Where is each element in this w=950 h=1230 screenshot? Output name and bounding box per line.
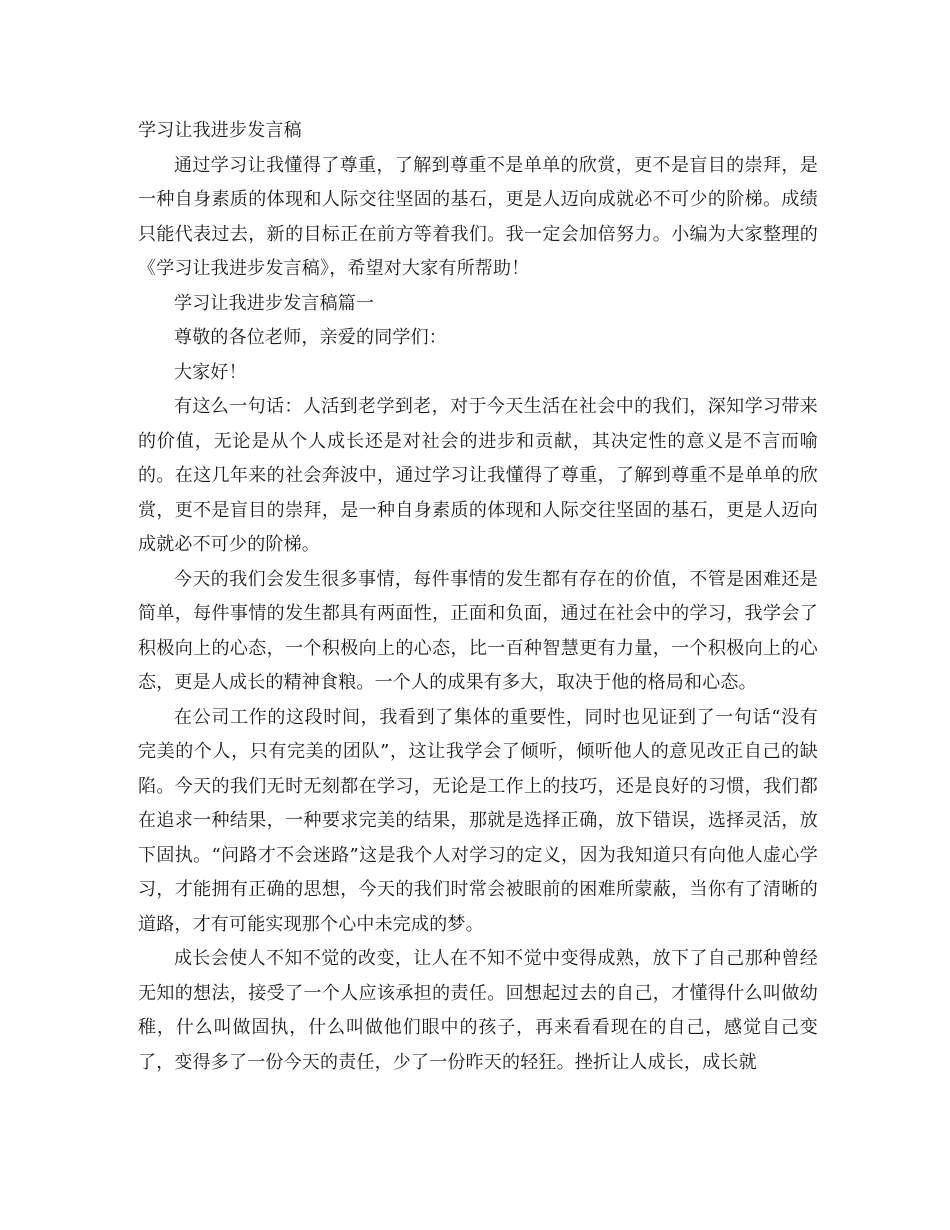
body-paragraph: 有这么一句话：人活到老学到老，对于今天生活在社会中的我们，深知学习带来的价值，无论是从个人成长还是对社会的进步和贡献，其决定性的意义是不言而喻的。在这几年来的社会奔波中，通过学习让我懂得了尊重，了解到尊重不是单单的欣赏，更不是盲目的崇拜，是一种自身素质的体现和人际交往坚固的基石，更是人迈向成就必不可少的阶梯。: [138, 396, 818, 555]
section-heading: 学习让我进步发言稿篇一: [174, 292, 375, 314]
body-paragraph: 今天的我们会发生很多事情，每件事情的发生都有存在的价值，不管是困难还是简单，每件事情的发生都具有两面性，正面和负面，通过在社会中的学习，我学会了积极向上的心态，一个积极向上的心态，比一百种智慧更有力量，一个积极向上的心态，更是人成长的精神食粮。一个人的成果有多大，取决于他的格局和心态。: [138, 568, 818, 693]
document-title: 学习让我进步发言稿: [138, 120, 302, 141]
greeting: 大家好！: [174, 361, 247, 383]
document-page: [138, 114, 818, 1080]
intro-paragraph: 通过学习让我懂得了尊重，了解到尊重不是单单的欣赏，更不是盲目的崇拜，是一种自身素质的体现和人际交往坚固的基石，更是人迈向成就必不可少的阶梯。成绩只能代表过去，新的目标正在前方等着我们。我一定会加倍努力。小编为大家整理的《学习让我进步发言稿》，希望对大家有所帮助！: [138, 154, 818, 279]
body-paragraph: 在公司工作的这段时间，我看到了集体的重要性，同时也见证到了一句话“没有完美的个人，只有完美的团队”，这让我学会了倾听，倾听他人的意见改正自己的缺陷。今天的我们无时无刻都在学习，无论是工作上的技巧，还是良好的习惯，我们都在追求一种结果，一种要求完美的结果，那就是选择正确，放下错误，选择灵活，放下固执。“问路才不会迷路”这是我个人对学习的定义，因为我知道只有向他人虚心学习，才能拥有正确的思想，今天的我们时常会被眼前的困难所蒙蔽，当你有了清晰的道路，才有可能实现那个心中未完成的梦。: [138, 706, 818, 935]
body-paragraph: 成长会使人不知不觉的改变，让人在不知不觉中变得成熟，放下了自己那种曾经无知的想法，接受了一个人应该承担的责任。回想起过去的自己，才懂得什么叫做幼稚，什么叫做固执，什么叫做他们眼中的孩子，再来看看现在的自己，感觉自己变了，变得多了一份今天的责任，少了一份昨天的轻狂。挫折让人成长，成长就: [138, 948, 818, 1073]
salutation: 尊敬的各位老师，亲爱的同学们：: [174, 327, 447, 348]
